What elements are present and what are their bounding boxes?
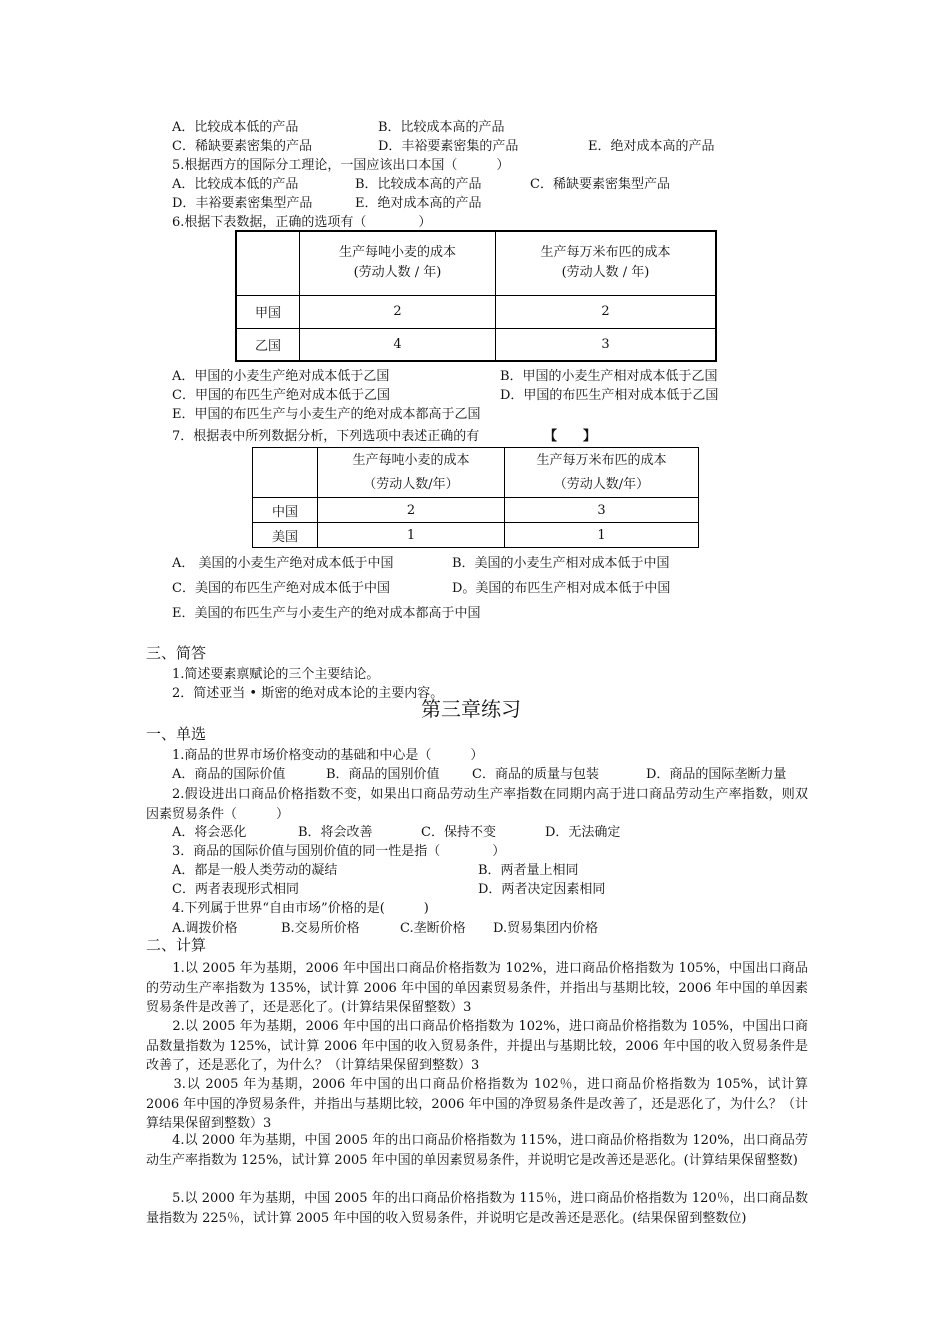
option-e: E．绝对成本高的产品 <box>588 139 715 154</box>
q7-option-b: B．美国的小麦生产相对成本低于中国 <box>452 556 670 571</box>
table-row <box>253 523 699 548</box>
single-q1-option-b: B．商品的国别价值 <box>326 767 440 782</box>
header-cloth <box>505 448 699 498</box>
table-corner-cell <box>236 231 300 295</box>
single-q3-option-a: A．都是一般人类劳动的凝结 <box>172 863 338 878</box>
country-cell: 乙国 <box>236 328 300 361</box>
single-q4-option-d: D.贸易集团内价格 <box>493 921 599 936</box>
section-heading-single-choice: 一、单选 <box>146 725 207 743</box>
option-b: B．比较成本高的产品 <box>378 120 505 135</box>
table-row <box>236 328 716 361</box>
calc-question-5: 5.以 2000 年为基期，中国 2005 年的出口商品价格指数为 115％，进口商品价格指数为 120％，出口商品数量指数为 225％，试计算 2005 年中国的收入贸易条件，并说明它是改善还是恶化。(结果保留到整数位) <box>146 1191 808 1226</box>
q5-option-e: E．绝对成本高的产品 <box>355 196 482 211</box>
header-wheat-line1: 生产每吨小麦的成本 <box>338 245 456 261</box>
cloth-cell: 3 <box>505 498 699 523</box>
header-cloth-line1: 生产每万米布匹的成本 <box>540 245 671 261</box>
q5-stem: 5.根据西方的国际分工理论，一国应该出口本国（ ） <box>172 158 510 173</box>
header-cloth-line2: （劳动人数/年） <box>553 476 650 492</box>
single-q1-option-d: D．商品的国际垄断力量 <box>646 767 787 782</box>
header-wheat <box>300 231 496 295</box>
single-q3-option-d: D．两者决定因素相同 <box>478 882 606 897</box>
single-q4-option-b: B.交易所价格 <box>281 921 360 936</box>
cloth-cell: 3 <box>496 328 717 361</box>
q6-option-d: D．甲国的布匹生产相对成本低于乙国 <box>500 388 719 403</box>
calc-question-4: 4.以 2000 年为基期，中国 2005 年的出口商品价格指数为 115%，进口商品价格指数为 120%，出口商品劳动生产率指数为 125%，试计算 2005 年中国的单因素贸易条件，并说明它是改善还是恶化。(计算结果保留整数) <box>146 1133 808 1168</box>
q5-option-a: A．比较成本低的产品 <box>172 177 299 192</box>
q6-option-a: A．甲国的小麦生产绝对成本低于乙国 <box>172 369 390 384</box>
single-q2-stem: 2.假设进出口商品价格指数不变，如果出口商品劳动生产率指数在同期内高于进口商品劳动生产率指数，则双因素贸易条件（ ） <box>146 787 808 822</box>
country-cell: 美国 <box>253 523 318 548</box>
q7-answer-bracket: 【 】 <box>544 429 597 444</box>
single-q4-stem: 4.下列属于世界“自由市场”价格的是( ) <box>172 901 429 916</box>
table-corner-cell <box>253 448 318 498</box>
header-cloth-line2: (劳动人数 / 年) <box>561 265 650 281</box>
single-q1-option-c: C．商品的质量与包装 <box>472 767 599 782</box>
section-heading-calculation: 二、计算 <box>146 936 207 954</box>
q7-option-a: A． 美国的小麦生产绝对成本低于中国 <box>172 556 394 571</box>
q6-stem: 6.根据下表数据，正确的选项有（ ） <box>172 215 432 230</box>
single-q2-option-a: A．将会恶化 <box>172 825 247 840</box>
option-c: C．稀缺要素密集的产品 <box>172 139 312 154</box>
single-q3-option-b: B．两者量上相同 <box>478 863 579 878</box>
header-wheat-line2: （劳动人数/年） <box>363 476 459 492</box>
q7-option-d: D。美国的布匹生产相对成本低于中国 <box>452 581 671 596</box>
q6-cost-table <box>235 230 717 362</box>
q5-option-c: C．稀缺要素密集型产品 <box>530 177 670 192</box>
option-d: D．丰裕要素密集的产品 <box>378 139 519 154</box>
single-q4-option-c: C.垄断价格 <box>400 921 466 936</box>
wheat-cell: 1 <box>318 523 505 548</box>
wheat-cell: 2 <box>300 295 496 328</box>
q5-option-d: D．丰裕要素密集型产品 <box>172 196 313 211</box>
single-q1-stem: 1.商品的世界市场价格变动的基础和中心是（ ） <box>172 748 484 763</box>
short-answer-q1: 1.简述要素禀赋论的三个主要结论。 <box>172 667 380 682</box>
q7-cost-table <box>252 447 699 548</box>
header-wheat <box>318 448 505 498</box>
country-cell: 甲国 <box>236 295 300 328</box>
q6-option-b: B．甲国的小麦生产相对成本低于乙国 <box>500 369 718 384</box>
wheat-cell: 4 <box>300 328 496 361</box>
q6-option-e: E．甲国的布匹生产与小麦生产的绝对成本都高于乙国 <box>172 407 481 422</box>
single-q2-option-c: C．保持不变 <box>421 825 496 840</box>
single-q2-option-b: B．将会改善 <box>298 825 373 840</box>
table-row <box>253 498 699 523</box>
single-q3-option-c: C．两者表现形式相同 <box>172 882 299 897</box>
cloth-cell: 1 <box>505 523 699 548</box>
q7-option-c: C．美国的布匹生产绝对成本低于中国 <box>172 581 390 596</box>
calc-question-2: 2.以 2005 年为基期，2006 年中国的出口商品价格指数为 102%，进口商品价格指数为 105%，中国出口商品数量指数为 125%，试计算 2006 年中国的收入贸易条件，并提出与基期比较，2006 年中国的收入贸易条件是改善了，还是恶化了，为什么？（计算结果保留到整数）3 <box>146 1019 808 1073</box>
short-answer-q2: 2．简述亚当 • 斯密的绝对成本论的主要内容。 <box>172 686 444 701</box>
section-heading-short-answer: 三、简答 <box>146 644 207 662</box>
single-q4-option-a: A.调拨价格 <box>172 921 238 936</box>
single-q3-stem: 3．商品的国际价值与国别价值的同一性是指（ ） <box>172 844 506 859</box>
table-row <box>236 295 716 328</box>
cloth-cell: 2 <box>496 295 717 328</box>
single-q1-option-a: A．商品的国际价值 <box>172 767 286 782</box>
header-wheat-line1: 生产每吨小麦的成本 <box>352 452 470 468</box>
chapter-title: 第三章练习 <box>421 697 521 721</box>
calc-question-1: 1.以 2005 年为基期，2006 年中国出口商品价格指数为 102%，进口商品价格指数为 105%，中国出口商品的劳动生产率指数为 135%，试计算 2006 年中国的单因素贸易条件，并指出与基期比较，2006 年中国的单因素贸易条件是改善了，还是恶化了。(计算结果保留整数）3 <box>146 961 808 1015</box>
calc-question-3: 3.以 2005 年为基期，2006 年中国的出口商品价格指数为 102％，进口商品价格指数为 105%，试计算 2006 年中国的净贸易条件，并指出与基期比较，2006 年中国的净贸易条件是改善了，还是恶化了，为什么？（计算结果保留到整数）3 <box>146 1077 808 1131</box>
header-cloth-line1: 生产每万米布匹的成本 <box>536 452 667 468</box>
header-wheat-line2: (劳动人数 / 年) <box>353 265 442 281</box>
q5-option-b: B．比较成本高的产品 <box>355 177 482 192</box>
wheat-cell: 2 <box>318 498 505 523</box>
q7-option-e: E．美国的布匹生产与小麦生产的绝对成本都高于中国 <box>172 606 481 621</box>
single-q2-option-d: D．无法确定 <box>545 825 621 840</box>
q6-option-c: C．甲国的布匹生产绝对成本低于乙国 <box>172 388 390 403</box>
option-a: A．比较成本低的产品 <box>172 120 299 135</box>
country-cell: 中国 <box>253 498 318 523</box>
header-cloth <box>496 231 717 295</box>
q7-stem: 7．根据表中所列数据分析，下列选项中表述正确的有 <box>172 429 480 444</box>
